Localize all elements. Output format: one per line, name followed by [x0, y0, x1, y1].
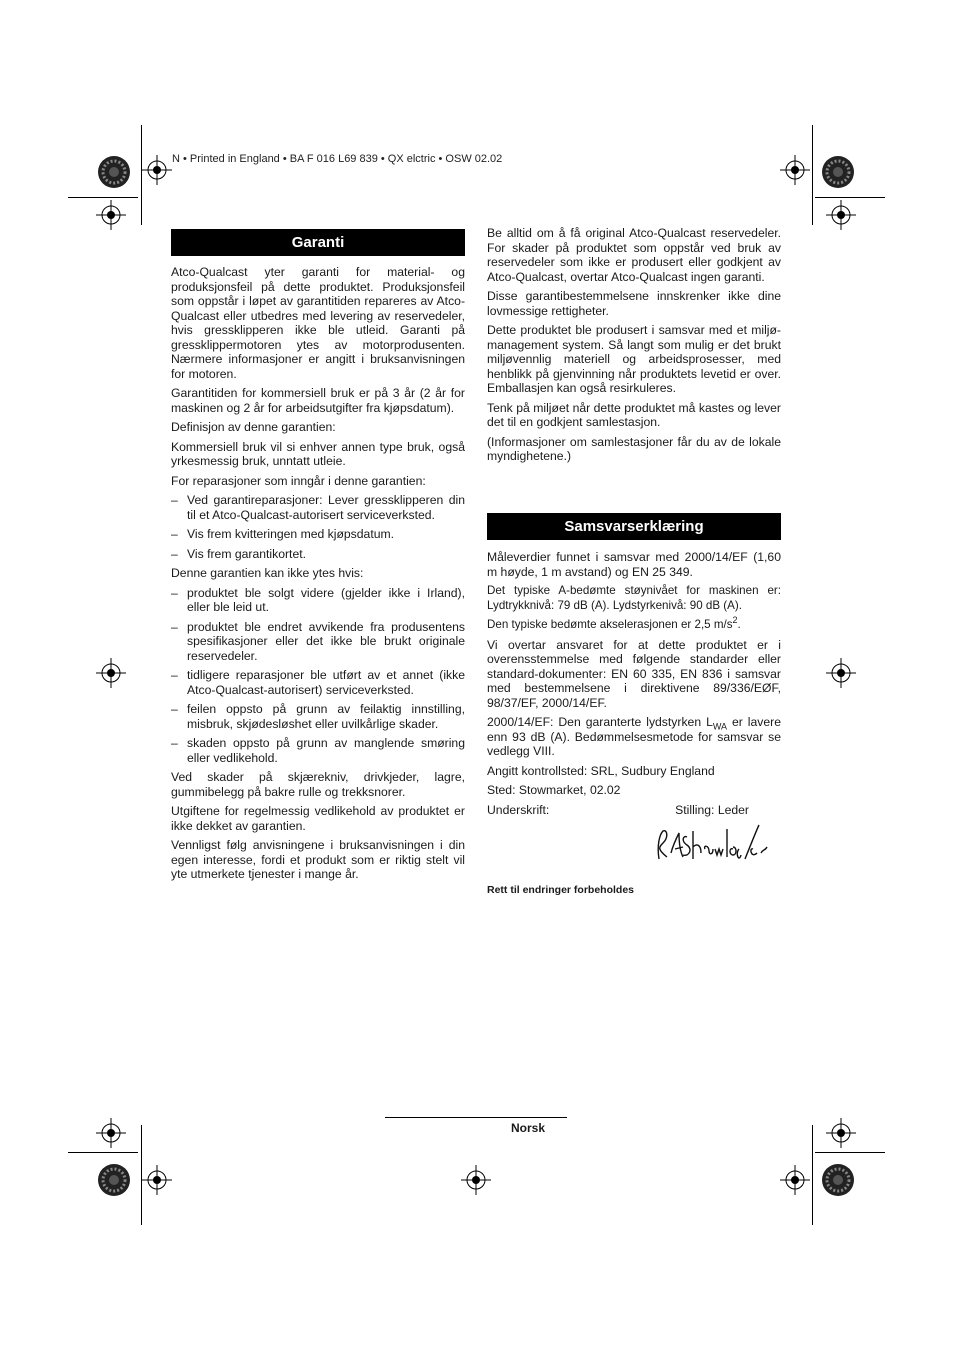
paragraph: Definisjon av denne garantien: — [171, 420, 336, 434]
star-target-icon — [98, 156, 130, 188]
paragraph: Den typiske bedømte akselerasjonen er 2,5 $m/s^2$. — [487, 615, 741, 631]
list-item: – Vis frem garantikortet. — [171, 547, 465, 562]
paragraph: 2000/14/EF: Den garanterte lydstyrken $L_{WA}$ er lavere enn 93 dB (A). Bedømmelsesmetode for samsvar se vedlegg VIII. — [487, 715, 781, 758]
position-label: Stilling: Leder — [675, 802, 749, 817]
paragraph: Sted: Stowmarket, 02.02 — [487, 783, 621, 797]
paragraph: Be alltid om å få original Atco-Qualcast reservedeler. For skader på produktet som oppstår ved bruk av reservedeler som ikke er produsert eller godkjent av Atco-Qualcast, overtar Atco-Qualcast ingen garanti. — [487, 226, 781, 284]
right-column — [487, 226, 781, 469]
star-target-icon — [98, 1164, 130, 1196]
samsvar-section — [487, 550, 781, 898]
registration-mark-icon — [96, 200, 126, 230]
print-info: N • Printed in England • BA F 016 L69 839 • QX elctric • OSW 02.02 — [172, 153, 503, 165]
paragraph: Kommersiell bruk vil si enhver annen type bruk, også yrkesmessig bruk, unntatt utleie. — [171, 439, 465, 468]
repair-list — [171, 493, 465, 561]
registration-mark-icon — [826, 1118, 856, 1148]
registration-mark-icon — [96, 658, 126, 688]
list-item: – skaden oppsto på grunn av manglende smøring eller vedlikehold. — [171, 736, 465, 765]
registration-mark-icon — [780, 1165, 810, 1195]
registration-mark-icon — [780, 155, 810, 185]
paragraph: Måleverdier funnet i samsvar med 2000/14/EF (1,60 m høyde, 1 m avstand) og EN 25 349. — [487, 550, 781, 579]
registration-mark-icon — [142, 1165, 172, 1195]
paragraph: Utgiftene for regelmessig vedlikehold av produktet er ikke dekket av garantien. — [171, 804, 465, 833]
registration-mark-icon — [826, 658, 856, 688]
paragraph: Atco-Qualcast yter garanti for material- og produksjonsfeil på dette produktet. Produksjonsfeil som oppstår i løpet av garantitiden repareres av Atco-Qualcast eller utbedres med levering av reservedeler, hvis gressklipperen ikke ble utleid. Garanti på gressklippermotoren ytes av motorprodusenten. Nærmere informasjoner er angitt i bruksanvisningen for motoren. — [171, 265, 465, 381]
paragraph: Garantitiden for kommersiell bruk er på 3 år (2 år for maskinen og 2 år for arbeidsutgifter fra kjøpsdatum). — [171, 386, 465, 415]
paragraph: Tenk på miljøet når dette produktet må kastes og lever det til en godkjent samlestasjon. — [487, 400, 781, 429]
footer-rule — [385, 1117, 567, 1118]
paragraph: Vennligst følg anvisningene i bruksanvisningen i din egen interesse, fordi et produkt som er riktig stelt vil yte utmerkete tjenester i mange år. — [171, 838, 465, 881]
registration-mark-icon — [96, 1118, 126, 1148]
paragraph: (Informasjoner om samlestasjoner får du av de lokale myndighetene.) — [487, 434, 781, 463]
list-item: – feilen oppsto på grunn av feilaktig innstilling, misbruk, skjødesløshet eller uvilkårlige skader. — [171, 702, 465, 731]
signature-image — [487, 819, 781, 875]
list-item: – Ved garantireparasjoner: Lever gressklipperen din til et Atco-Qualcast-autorisert serviceverksted. — [171, 493, 465, 522]
registration-mark-icon — [142, 155, 172, 185]
samsvar-heading: Samsvarserklæring — [487, 513, 781, 540]
paragraph: Det typiske A-bedømte støynivået for maskinen er: Lydtrykknivå: 79 dB (A). Lydstyrkenivå: 90 dB (A). — [487, 584, 781, 612]
garanti-heading: Garanti — [171, 229, 465, 256]
star-target-icon — [822, 156, 854, 188]
paragraph: Vi overtar ansvaret for at dette produktet er i overensstemmelse med følgende standarder eller standard-dokumenter: EN 60 335, EN 836 i samsvar med bestemmelsene i direktivene 89/336/EØF, 98/37/EF, 2000/14/EF. — [487, 637, 781, 710]
footer-language: Norsk — [510, 1121, 545, 1135]
paragraph: Disse garantibestemmelsene innskrenker ikke dine lovmessige rettigheter. — [487, 289, 781, 318]
paragraph: Denne garantien kan ikke ytes hvis: — [171, 566, 364, 580]
list-item: – tidligere reparasjoner ble utført av et annet (ikke Atco-Qualcast-autorisert) serviceverksted. — [171, 668, 465, 697]
changes-note: Rett til endringer forbeholdes — [487, 884, 635, 896]
signature-row — [487, 803, 781, 818]
registration-mark-icon — [826, 200, 856, 230]
garanti-section — [171, 265, 465, 887]
paragraph: Dette produktet ble produsert i samsvar med et miljø-management system. Så langt som mulig er det brukt miljøvennlig materiell og arbeidsprosesser, med henblikk på gjenvinning når produktets levetid er over. Emballasjen kan også resirkuleres. — [487, 323, 781, 395]
paragraph: For reparasjoner som inngår i denne garantien: — [171, 473, 426, 488]
registration-mark-icon — [461, 1165, 491, 1195]
paragraph: Angitt kontrollsted: SRL, Sudbury England — [487, 763, 715, 778]
signature-label: Underskrift: — [487, 802, 550, 817]
paragraph: Ved skader på skjærekniv, drivkjeder, lagre, gummibelegg på bakre rulle og trekksnorer. — [171, 770, 465, 799]
list-item: – produktet ble endret avvikende fra produsentens spesifikasjoner eller det ikke ble brukt originale reservedeler. — [171, 620, 465, 664]
list-item: – produktet ble solgt videre (gjelder ikke i Irland), eller ble leid ut. — [171, 586, 465, 615]
exclusion-list — [171, 586, 465, 766]
star-target-icon — [822, 1164, 854, 1196]
list-item: – Vis frem kvitteringen med kjøpsdatum. — [171, 527, 465, 542]
